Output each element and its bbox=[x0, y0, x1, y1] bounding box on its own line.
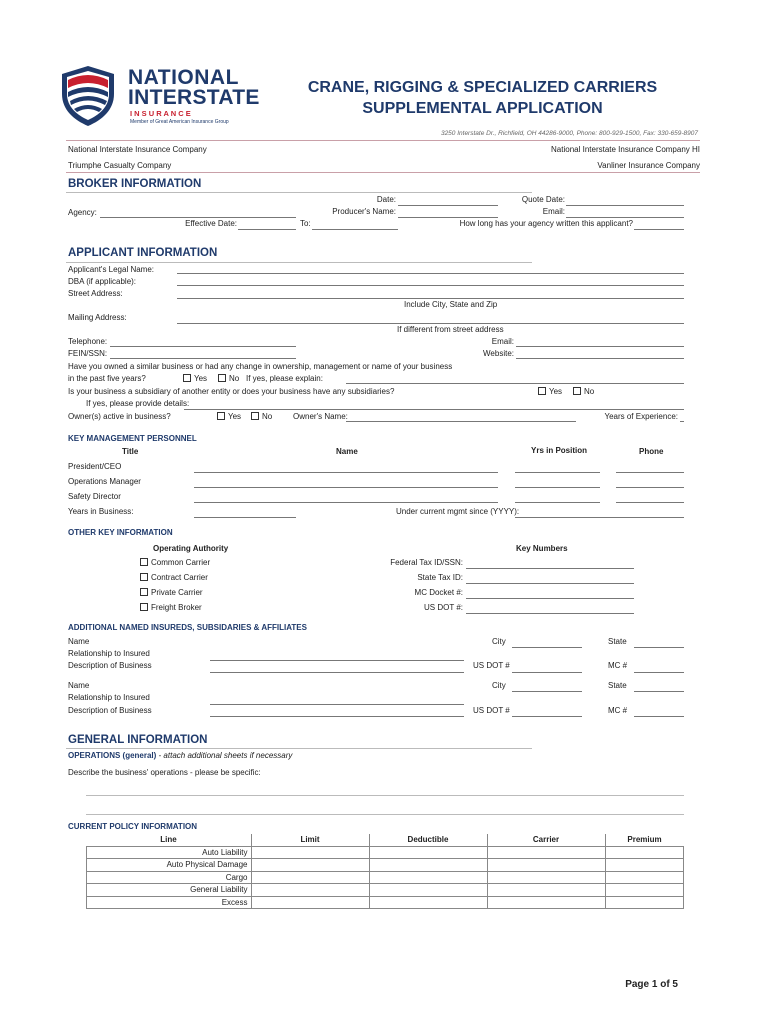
affiliate2-city-label: City bbox=[492, 681, 506, 690]
affiliate1-usdot-field[interactable] bbox=[512, 672, 582, 673]
years-in-business-field[interactable] bbox=[194, 517, 296, 518]
affiliate2-description-field[interactable] bbox=[210, 716, 464, 717]
affiliate1-state-label: State bbox=[608, 637, 627, 646]
logo-line1: NATIONAL bbox=[128, 66, 239, 89]
affiliate2-state-field[interactable] bbox=[634, 691, 684, 692]
header-divider bbox=[66, 140, 700, 141]
quote-date-label: Quote Date: bbox=[521, 195, 565, 204]
policy-premium-cell[interactable] bbox=[605, 896, 684, 909]
affiliate1-state-field[interactable] bbox=[634, 647, 684, 648]
years-in-business-label: Years in Business: bbox=[68, 507, 134, 516]
dba-field[interactable] bbox=[177, 285, 684, 286]
policy-row bbox=[87, 871, 684, 884]
safety-phone-field[interactable] bbox=[616, 502, 684, 503]
subsidiary-no-checkbox[interactable] bbox=[573, 387, 581, 395]
shield-icon bbox=[58, 64, 118, 128]
ownership-no-checkbox[interactable] bbox=[218, 374, 226, 382]
operations-phone-field[interactable] bbox=[616, 487, 684, 488]
ownership-no-option[interactable] bbox=[218, 374, 239, 383]
federal-tax-field[interactable] bbox=[466, 568, 634, 569]
telephone-field[interactable] bbox=[110, 346, 296, 347]
policy-section-title: CURRENT POLICY INFORMATION bbox=[68, 822, 198, 831]
policy-line-label: General Liability bbox=[87, 884, 252, 897]
logo-line3: I N S U R A N C E bbox=[130, 109, 191, 118]
policy-col-limit: Limit bbox=[251, 834, 369, 846]
affiliate2-relationship-field[interactable] bbox=[210, 704, 464, 705]
applicant-email-field[interactable] bbox=[516, 346, 684, 347]
dba-label: DBA (if applicable): bbox=[68, 277, 137, 286]
policy-col-premium: Premium bbox=[605, 834, 684, 846]
policy-row bbox=[87, 896, 684, 909]
under-current-field[interactable] bbox=[515, 517, 684, 518]
kmp-row-operations: Operations Manager bbox=[68, 477, 141, 486]
legal-name-field[interactable] bbox=[177, 273, 684, 274]
policy-line-label: Cargo bbox=[87, 871, 252, 884]
broker-email-field[interactable] bbox=[566, 217, 684, 218]
policy-carrier-cell[interactable] bbox=[487, 884, 605, 897]
owners-name-field[interactable] bbox=[346, 421, 576, 422]
general-title-rule bbox=[66, 748, 532, 749]
affiliate1-relationship-label: Relationship to Insured bbox=[68, 649, 150, 658]
operations-yrs-field[interactable] bbox=[515, 487, 600, 488]
state-tax-field[interactable] bbox=[466, 583, 634, 584]
mc-docket-field[interactable] bbox=[466, 598, 634, 599]
ownership-question-line1: Have you owned a similar business or had any change in ownership, management or name of your business bbox=[68, 362, 453, 371]
applicant-email-label: Email: bbox=[491, 337, 514, 346]
broker-email-label: Email: bbox=[542, 207, 565, 216]
owners-active-no-checkbox[interactable] bbox=[251, 412, 259, 420]
broker-section-title: BROKER INFORMATION bbox=[68, 178, 202, 190]
affiliate2-usdot-field[interactable] bbox=[512, 716, 582, 717]
company-right1: National Interstate Insurance Company HI bbox=[551, 145, 700, 154]
policy-premium-cell[interactable] bbox=[605, 884, 684, 897]
affiliate2-usdot-label: US DOT # bbox=[473, 706, 510, 715]
applicant-title-rule bbox=[66, 262, 532, 263]
us-dot-field[interactable] bbox=[466, 613, 634, 614]
subsidiary-details-label: If yes, please provide details: bbox=[86, 399, 190, 408]
logo-line2: INTERSTATE bbox=[128, 86, 260, 109]
subsidiary-yes-checkbox[interactable] bbox=[538, 387, 546, 395]
policy-deductible-cell[interactable] bbox=[369, 846, 487, 859]
kmp-row-president: President/CEO bbox=[68, 462, 122, 471]
fein-label: FEIN/SSN: bbox=[68, 349, 108, 358]
other-section-title: OTHER KEY INFORMATION bbox=[68, 528, 173, 537]
legal-name-label: Applicant's Legal Name: bbox=[68, 265, 155, 274]
private-carrier-label: Private Carrier bbox=[151, 588, 203, 597]
policy-table bbox=[86, 834, 684, 909]
policy-col-line: Line bbox=[87, 834, 252, 846]
policy-limit-cell[interactable] bbox=[251, 871, 369, 884]
broker-date-label: Date: bbox=[376, 195, 396, 204]
policy-row bbox=[87, 846, 684, 859]
affiliate1-name-label: Name bbox=[68, 637, 90, 646]
private-carrier-checkbox[interactable] bbox=[140, 588, 148, 596]
subsidiary-yes-label: Yes bbox=[549, 387, 563, 396]
operations-note: - attach additional sheets if necessary bbox=[156, 751, 293, 760]
policy-col-deductible: Deductible bbox=[369, 834, 487, 846]
kmp-col-phone: Phone bbox=[639, 447, 664, 456]
affiliate1-mc-label: MC # bbox=[608, 661, 628, 670]
quote-date-field[interactable] bbox=[566, 205, 684, 206]
state-tax-label: State Tax ID: bbox=[417, 573, 463, 582]
president-name-field[interactable] bbox=[194, 472, 498, 473]
producer-field[interactable] bbox=[398, 217, 498, 218]
company-address: 3250 Interstate Dr., Richfield, OH 44286-9000, Phone: 800-929-1500, Fax: 330-659-8907 bbox=[440, 130, 698, 137]
policy-line-label: Auto Liability bbox=[87, 846, 252, 859]
logo bbox=[58, 64, 268, 130]
operations-field-line2[interactable] bbox=[86, 814, 684, 815]
company-left2: Triumphe Casualty Company bbox=[68, 161, 172, 170]
website-field[interactable] bbox=[516, 358, 684, 359]
policy-deductible-cell[interactable] bbox=[369, 871, 487, 884]
policy-limit-cell[interactable] bbox=[251, 859, 369, 872]
telephone-label: Telephone: bbox=[68, 337, 108, 346]
authority-private-option[interactable] bbox=[140, 588, 203, 597]
subsidiary-no-option[interactable] bbox=[573, 387, 594, 396]
kmp-col-name: Name bbox=[336, 447, 358, 456]
to-date-field[interactable] bbox=[312, 229, 398, 230]
policy-premium-cell[interactable] bbox=[605, 859, 684, 872]
policy-col-carrier: Carrier bbox=[487, 834, 605, 846]
affiliate2-relationship-label: Relationship to Insured bbox=[68, 693, 150, 702]
freight-broker-label: Freight Broker bbox=[151, 603, 202, 612]
street-field[interactable] bbox=[177, 298, 684, 299]
policy-carrier-cell[interactable] bbox=[487, 846, 605, 859]
policy-deductible-cell[interactable] bbox=[369, 884, 487, 897]
subsidiary-details-field[interactable] bbox=[184, 409, 684, 410]
common-carrier-checkbox[interactable] bbox=[140, 558, 148, 566]
policy-premium-cell[interactable] bbox=[605, 871, 684, 884]
authority-freight-option[interactable] bbox=[140, 603, 202, 612]
affiliate2-state-label: State bbox=[608, 681, 627, 690]
kmp-row-safety: Safety Director bbox=[68, 492, 121, 501]
company-divider bbox=[66, 172, 700, 173]
key-numbers-heading: Key Numbers bbox=[516, 544, 568, 553]
federal-tax-label: Federal Tax ID/SSN: bbox=[390, 558, 463, 567]
owners-active-yes-checkbox[interactable] bbox=[217, 412, 225, 420]
policy-row bbox=[87, 884, 684, 897]
affiliate1-city-label: City bbox=[492, 637, 506, 646]
ownership-no-label: No bbox=[229, 374, 240, 383]
to-label: To: bbox=[300, 219, 311, 228]
freight-broker-checkbox[interactable] bbox=[140, 603, 148, 611]
website-label: Website: bbox=[483, 349, 514, 358]
how-long-field[interactable] bbox=[634, 229, 684, 230]
agency-field[interactable] bbox=[100, 217, 296, 218]
safety-yrs-field[interactable] bbox=[515, 502, 600, 503]
policy-header-row bbox=[87, 834, 684, 846]
owners-name-label: Owner's Name: bbox=[293, 412, 348, 421]
safety-name-field[interactable] bbox=[194, 502, 498, 503]
broker-date-field[interactable] bbox=[398, 205, 498, 206]
producer-label: Producer's Name: bbox=[332, 207, 396, 216]
effective-date-label: Effective Date: bbox=[185, 219, 237, 228]
affiliate1-description-label: Description of Business bbox=[68, 661, 152, 670]
kmp-section-title: KEY MANAGEMENT PERSONNEL bbox=[68, 434, 197, 443]
affiliate2-city-field[interactable] bbox=[512, 691, 582, 692]
policy-deductible-cell[interactable] bbox=[369, 896, 487, 909]
general-section-title: GENERAL INFORMATION bbox=[68, 734, 208, 746]
explain-label: If yes, please explain: bbox=[246, 374, 323, 383]
street-label: Street Address: bbox=[68, 289, 123, 298]
affiliate2-mc-label: MC # bbox=[608, 706, 628, 715]
affiliate1-description-field[interactable] bbox=[210, 672, 464, 673]
mailing-label: Mailing Address: bbox=[68, 313, 127, 322]
policy-premium-cell[interactable] bbox=[605, 846, 684, 859]
applicant-section-title: APPLICANT INFORMATION bbox=[68, 247, 218, 259]
policy-line-label: Auto Physical Damage bbox=[87, 859, 252, 872]
affiliate2-name-label: Name bbox=[68, 681, 90, 690]
operating-authority-heading: Operating Authority bbox=[153, 544, 229, 553]
describe-operations-label: Describe the business' operations - please be specific: bbox=[68, 768, 261, 777]
owners-active-no-label: No bbox=[262, 412, 273, 421]
policy-limit-cell[interactable] bbox=[251, 884, 369, 897]
us-dot-label: US DOT #: bbox=[424, 603, 463, 612]
page-title bbox=[290, 77, 675, 119]
policy-carrier-cell[interactable] bbox=[487, 859, 605, 872]
policy-limit-cell[interactable] bbox=[251, 846, 369, 859]
ownership-question-line2: in the past five years? bbox=[68, 374, 146, 383]
fein-field[interactable] bbox=[110, 358, 296, 359]
company-left1: National Interstate Insurance Company bbox=[68, 145, 207, 154]
affiliate2-mc-field[interactable] bbox=[634, 716, 684, 717]
owners-active-label: Owner(s) active in business? bbox=[68, 412, 171, 421]
affiliate2-description-label: Description of Business bbox=[68, 706, 152, 715]
policy-row bbox=[87, 859, 684, 872]
president-phone-field[interactable] bbox=[616, 472, 684, 473]
operations-name-field[interactable] bbox=[194, 487, 498, 488]
affiliate1-relationship-field[interactable] bbox=[210, 660, 464, 661]
subsidiary-no-label: No bbox=[584, 387, 595, 396]
affiliate1-mc-field[interactable] bbox=[634, 672, 684, 673]
subsidiary-yes-option[interactable] bbox=[538, 387, 562, 396]
mailing-hint: If different from street address bbox=[397, 325, 504, 334]
authority-contract-option[interactable] bbox=[140, 573, 208, 582]
operations-field-line1[interactable] bbox=[86, 795, 684, 796]
ownership-yes-label: Yes bbox=[194, 374, 208, 383]
contract-carrier-label: Contract Carrier bbox=[151, 573, 208, 582]
title-line1: CRANE, RIGGING & SPECIALIZED CARRIERS bbox=[307, 79, 658, 96]
owners-active-yes-label: Yes bbox=[228, 412, 242, 421]
affiliate1-usdot-label: US DOT # bbox=[473, 661, 510, 670]
operations-heading bbox=[68, 751, 292, 760]
owners-active-yes-option[interactable] bbox=[217, 412, 241, 421]
ownership-yes-checkbox[interactable] bbox=[183, 374, 191, 382]
contract-carrier-checkbox[interactable] bbox=[140, 573, 148, 581]
how-long-label: How long has your agency written this applicant? bbox=[459, 219, 633, 228]
policy-carrier-cell[interactable] bbox=[487, 896, 605, 909]
broker-title-rule bbox=[66, 192, 532, 193]
explain-field[interactable] bbox=[346, 383, 684, 384]
years-experience-field[interactable] bbox=[680, 421, 684, 422]
subsidiary-question: Is your business a subsidiary of another entity or does your business have any subsidiaries? bbox=[68, 387, 395, 396]
kmp-col-title: Title bbox=[122, 447, 139, 456]
years-experience-label: Years of Experience: bbox=[604, 412, 678, 421]
under-current-label: Under current mgmt since (YYYY): bbox=[396, 507, 520, 516]
mc-docket-label: MC Docket #: bbox=[414, 588, 463, 597]
affiliate1-city-field[interactable] bbox=[512, 647, 582, 648]
additional-section-title: ADDITIONAL NAMED INSUREDS, SUBSIDARIES & AFFILIATES bbox=[68, 623, 307, 632]
owners-active-no-option[interactable] bbox=[251, 412, 272, 421]
logo-tagline: Member of Great American Insurance Group bbox=[130, 119, 229, 125]
effective-date-field[interactable] bbox=[238, 229, 296, 230]
kmp-col-yrs: Yrs in Position bbox=[531, 446, 588, 455]
authority-common-option[interactable] bbox=[140, 558, 210, 567]
policy-carrier-cell[interactable] bbox=[487, 871, 605, 884]
policy-line-label: Excess bbox=[87, 896, 252, 909]
president-yrs-field[interactable] bbox=[515, 472, 600, 473]
company-right2: Vanliner Insurance Company bbox=[597, 161, 700, 170]
mailing-field[interactable] bbox=[177, 323, 684, 324]
street-hint: Include City, State and Zip bbox=[404, 300, 498, 309]
page-number: Page 1 of 5 bbox=[625, 979, 678, 990]
agency-label: Agency: bbox=[68, 208, 97, 217]
operations-label: OPERATIONS (general) bbox=[68, 751, 157, 760]
policy-limit-cell[interactable] bbox=[251, 896, 369, 909]
policy-deductible-cell[interactable] bbox=[369, 859, 487, 872]
common-carrier-label: Common Carrier bbox=[151, 558, 211, 567]
ownership-yes-option[interactable] bbox=[183, 374, 207, 383]
title-line2: SUPPLEMENTAL APPLICATION bbox=[362, 100, 603, 117]
